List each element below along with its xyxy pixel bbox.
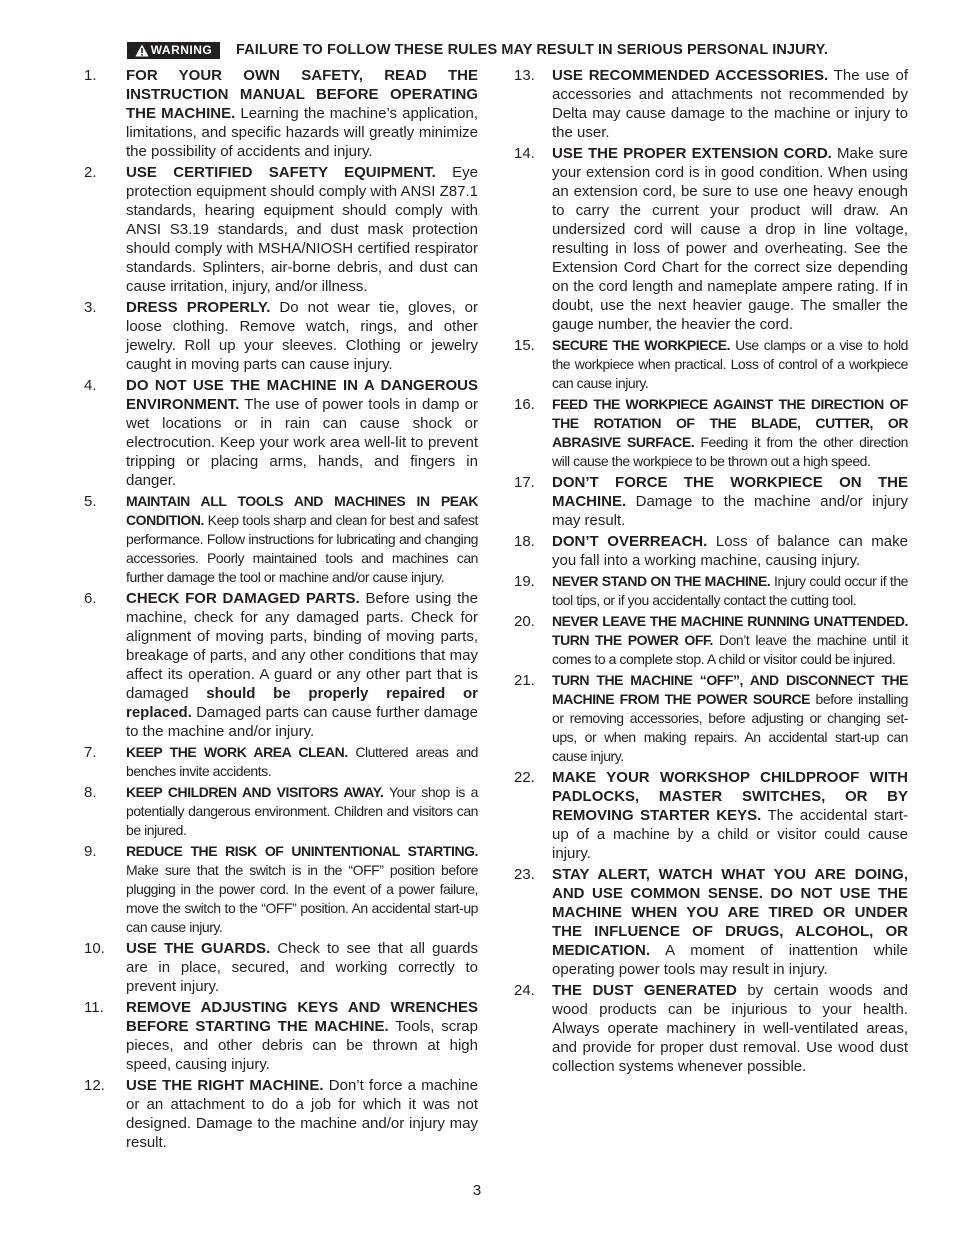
rule-number: 15. <box>514 337 535 354</box>
rule-number: 17. <box>514 474 535 491</box>
rule-heading: USE THE GUARDS. <box>126 940 271 957</box>
rule-item <box>84 998 478 1074</box>
rule-text: Do not wear tie, gloves, or loose clothing. Remove watch, rings, and other jewelry. Roll up your sleeves. Clothing or jewelry caught in moving parts can cause injury. <box>126 299 478 373</box>
rule-text: Learning the machine’s application, limitations, and specific hazards will greatly minimize the possibility of accidents and injury. <box>126 105 478 160</box>
rule-number: 13. <box>514 67 535 84</box>
rule-number: 11. <box>84 999 104 1016</box>
rule-heading: TURN THE MACHINE “OFF”, AND DISCONNECT THE MACHINE FROM THE POWER SOURCE <box>552 672 908 707</box>
rule-heading: DON’T OVERREACH. <box>552 533 708 550</box>
rule-text: Feeding it from the other direction will cause the workpiece to be thrown out a high speed. <box>552 434 908 469</box>
warning-header-text: FAILURE TO FOLLOW THESE RULES MAY RESULT IN SERIOUS PERSONAL INJURY. <box>236 42 828 58</box>
rule-body <box>126 842 478 937</box>
rule-item <box>514 395 908 471</box>
rule-number: 7. <box>84 744 97 761</box>
rule-item <box>84 743 478 781</box>
rule-body <box>552 572 908 610</box>
rule-text: Damage to the machine and/or injury may result. <box>552 493 908 529</box>
rule-text: Make sure your extension cord is in good condition. When using an extension cord, be sure to use one heavy enough to carry the current your product will draw. An undersized cord will cause a drop in line voltage, resulting in loss of power and overheating. See the Extension Cord Chart for the correct size depending on the cord length and nameplate ampere rating. If in doubt, use the next heavier gauge. The smaller the gauge number, the heavier the cord. <box>552 145 908 333</box>
rule-heading: DO NOT USE THE MACHINE IN A DANGEROUS ENVIRONMENT. <box>126 377 478 413</box>
rule-body <box>126 298 478 374</box>
warning-header <box>127 40 897 60</box>
rule-body <box>126 939 478 996</box>
rule-text: Your shop is a potentially dangerous environment. Children and visitors can be injured. <box>126 784 478 838</box>
rule-body <box>126 492 478 587</box>
rule-heading: DON’T FORCE THE WORKPIECE ON THE MACHINE. <box>552 474 908 510</box>
rule-text: A moment of inattention while operating power tools may result in injury. <box>552 942 908 978</box>
rule-text: Check to see that all guards are in place, secured, and working correctly to prevent injury. <box>126 940 478 995</box>
rule-text: Loss of balance can make you fall into a working machine, causing injury. <box>552 533 908 569</box>
rule-item <box>84 66 478 161</box>
rule-heading: MAKE YOUR WORKSHOP CHILDPROOF WITH PADLOCKS, MASTER SWITCHES, OR BY REMOVING STARTER KEYS. <box>552 769 908 824</box>
rule-item <box>514 768 908 863</box>
rule-heading: NEVER STAND ON THE MACHINE. <box>552 573 771 589</box>
rule-text: The accidental start-up of a machine by a child or visitor could cause injury. <box>552 807 908 862</box>
rule-number: 24. <box>514 982 535 999</box>
rule-body <box>552 473 908 530</box>
rule-body <box>126 66 478 161</box>
rule-heading: FEED THE WORKPIECE AGAINST THE DIRECTION OF THE ROTATION OF THE BLADE, CUTTER, OR ABRASIVE SURFACE. <box>552 396 908 450</box>
rule-body <box>552 981 908 1076</box>
rule-heading: KEEP THE WORK AREA CLEAN. <box>126 744 348 760</box>
rule-body <box>126 998 478 1074</box>
rule-body <box>552 612 908 669</box>
rule-item <box>514 144 908 334</box>
rule-number: 5. <box>84 493 97 510</box>
rule-text: Make sure that the switch is in the “OFF” position before plugging in the power cord. In the event of a power failure, move the switch to the “OFF” position. An accidental start-up can cause injury. <box>126 862 478 935</box>
rule-item <box>84 939 478 996</box>
rule-heading: USE RECOMMENDED ACCESSORIES. <box>552 67 829 84</box>
rule-heading: USE THE PROPER EXTENSION CORD. <box>552 145 832 162</box>
rule-number: 21. <box>514 672 535 689</box>
rule-number: 14. <box>514 145 535 162</box>
rule-heading: NEVER LEAVE THE MACHINE RUNNING UNATTENDED. TURN THE POWER OFF. <box>552 613 908 648</box>
rule-number: 20. <box>514 613 535 630</box>
rule-heading: THE DUST GENERATED <box>552 982 737 999</box>
rule-item <box>514 572 908 610</box>
rule-body <box>552 532 908 570</box>
rule-body <box>552 336 908 393</box>
rule-heading: DRESS PROPERLY. <box>126 299 271 316</box>
warning-badge-label: WARNING <box>150 43 213 57</box>
warning-triangle-icon <box>135 44 149 57</box>
rule-number: 19. <box>514 573 535 590</box>
rule-item <box>514 532 908 570</box>
rule-number: 10. <box>84 940 105 957</box>
rule-body <box>552 865 908 979</box>
rule-item <box>514 473 908 530</box>
rule-text: Tools, scrap pieces, and other debris can be thrown at high speed, causing injury. <box>126 1018 478 1073</box>
rule-text: The use of accessories and attachments not recommended by Delta may cause damage to the machine or injury to the user. <box>552 67 909 141</box>
rule-text-continued: Damaged parts can cause further damage to the machine and/or injury. <box>126 704 478 740</box>
rule-text: Use clamps or a vise to hold the workpiece when practical. Loss of control of a workpiece can cause injury. <box>552 337 908 391</box>
rule-number: 22. <box>514 769 535 786</box>
rule-text: before installing or removing accessories, before adjusting or changing set-ups, or when making repairs. An accidental start-up can cause injury. <box>552 691 908 764</box>
rule-heading: KEEP CHILDREN AND VISITORS AWAY. <box>126 784 384 800</box>
rule-item <box>84 492 478 587</box>
rule-number: 9. <box>84 843 97 860</box>
rule-number: 6. <box>84 590 97 607</box>
rule-text: Don’t force a machine or an attachment to do a job for which it was not designed. Damage to the machine and/or injury may result. <box>126 1077 478 1151</box>
rule-body <box>126 589 478 741</box>
rule-number: 2. <box>84 164 97 181</box>
rule-text: Eye protection equipment should comply with ANSI Z87.1 standards, hearing equipment should comply with ANSI S3.19 standards, and dust mask protection should comply with MSHA/NIOSH certified respirator standards. Splinters, air-borne debris, and dust can cause irritation, injury, and/or illness. <box>126 164 479 295</box>
rule-emphasis: should be properly repaired or replaced. <box>126 685 478 721</box>
rule-heading: USE THE RIGHT MACHINE. <box>126 1077 324 1094</box>
rule-text: Don’t leave the machine until it comes to a complete stop. A child or visitor could be injured. <box>552 632 908 667</box>
rule-heading: SECURE THE WORKPIECE. <box>552 337 731 353</box>
rule-number: 4. <box>84 377 97 394</box>
rule-item <box>514 671 908 766</box>
rule-number: 23. <box>514 866 535 883</box>
rule-item <box>514 865 908 979</box>
rule-item <box>84 298 478 374</box>
rule-item <box>514 612 908 669</box>
rule-body <box>552 671 908 766</box>
rule-item <box>514 336 908 393</box>
rule-body <box>552 144 908 334</box>
rule-text: The use of power tools in damp or wet locations or in rain can cause shock or electrocution. Keep your work area well-lit to prevent tripping or placing arms, hands, and fingers in danger. <box>126 396 478 489</box>
rule-number: 8. <box>84 784 97 801</box>
rule-heading: FOR YOUR OWN SAFETY, READ THE INSTRUCTION MANUAL BEFORE OPERATING THE MACHINE. <box>126 67 478 122</box>
rules-column-right <box>514 66 908 1078</box>
page-number: 3 <box>472 1182 482 1199</box>
rule-text: by certain woods and wood products can be injurious to your health. Always operate machinery in well-ventilated areas, and provide for proper dust removal. Use wood dust collection systems whenever possible. <box>552 982 908 1075</box>
rule-body <box>552 768 908 863</box>
rule-item <box>514 66 908 142</box>
rule-number: 18. <box>514 533 535 550</box>
rule-item <box>84 842 478 937</box>
rule-body <box>552 66 908 142</box>
rule-body <box>126 163 478 296</box>
rule-item <box>84 589 478 741</box>
rule-heading: CHECK FOR DAMAGED PARTS. <box>126 590 360 607</box>
rule-item <box>84 1076 478 1152</box>
rule-text: Before using the machine, check for any damaged parts. Check for alignment of moving parts, binding of moving parts, breakage of parts, and any other conditions that may affect its operation. A guard or any other part that is damaged <box>126 590 478 702</box>
rule-number: 1. <box>84 67 97 84</box>
rule-item <box>84 783 478 840</box>
rule-item <box>84 163 478 296</box>
rule-body <box>552 395 908 471</box>
rule-number: 3. <box>84 299 97 316</box>
rule-body <box>126 376 478 490</box>
rule-heading: REDUCE THE RISK OF UNINTENTIONAL STARTING. <box>126 843 478 859</box>
rule-heading: REMOVE ADJUSTING KEYS AND WRENCHES BEFORE STARTING THE MACHINE. <box>126 999 478 1035</box>
rule-heading: STAY ALERT, WATCH WHAT YOU ARE DOING, AND USE COMMON SENSE. DO NOT USE THE MACHINE WHEN YOU ARE TIRED OR UNDER THE INFLUENCE OF DRUGS, ALCOHOL, OR MEDICATION. <box>552 866 908 959</box>
rule-text: Injury could occur if the tool tips, or if you accidentally contact the cutting tool. <box>552 573 908 608</box>
rule-heading: MAINTAIN ALL TOOLS AND MACHINES IN PEAK CONDITION. <box>126 493 478 528</box>
rule-body <box>126 1076 478 1152</box>
rule-number: 16. <box>514 396 535 413</box>
rule-text: Keep tools sharp and clean for best and safest performance. Follow instructions for lubricating and changing accessories. Poorly maintained tools and machines can further damage the tool or machine and/or cause injury. <box>126 512 478 585</box>
rule-body <box>126 783 478 840</box>
warning-badge <box>127 42 220 59</box>
rule-body <box>126 743 478 781</box>
rule-item <box>84 376 478 490</box>
rule-number: 12. <box>84 1077 105 1094</box>
rule-text: Cluttered areas and benches invite accidents. <box>126 744 479 779</box>
rules-column-left <box>84 66 478 1154</box>
rule-heading: USE CERTIFIED SAFETY EQUIPMENT. <box>126 164 436 181</box>
rule-item <box>514 981 908 1076</box>
